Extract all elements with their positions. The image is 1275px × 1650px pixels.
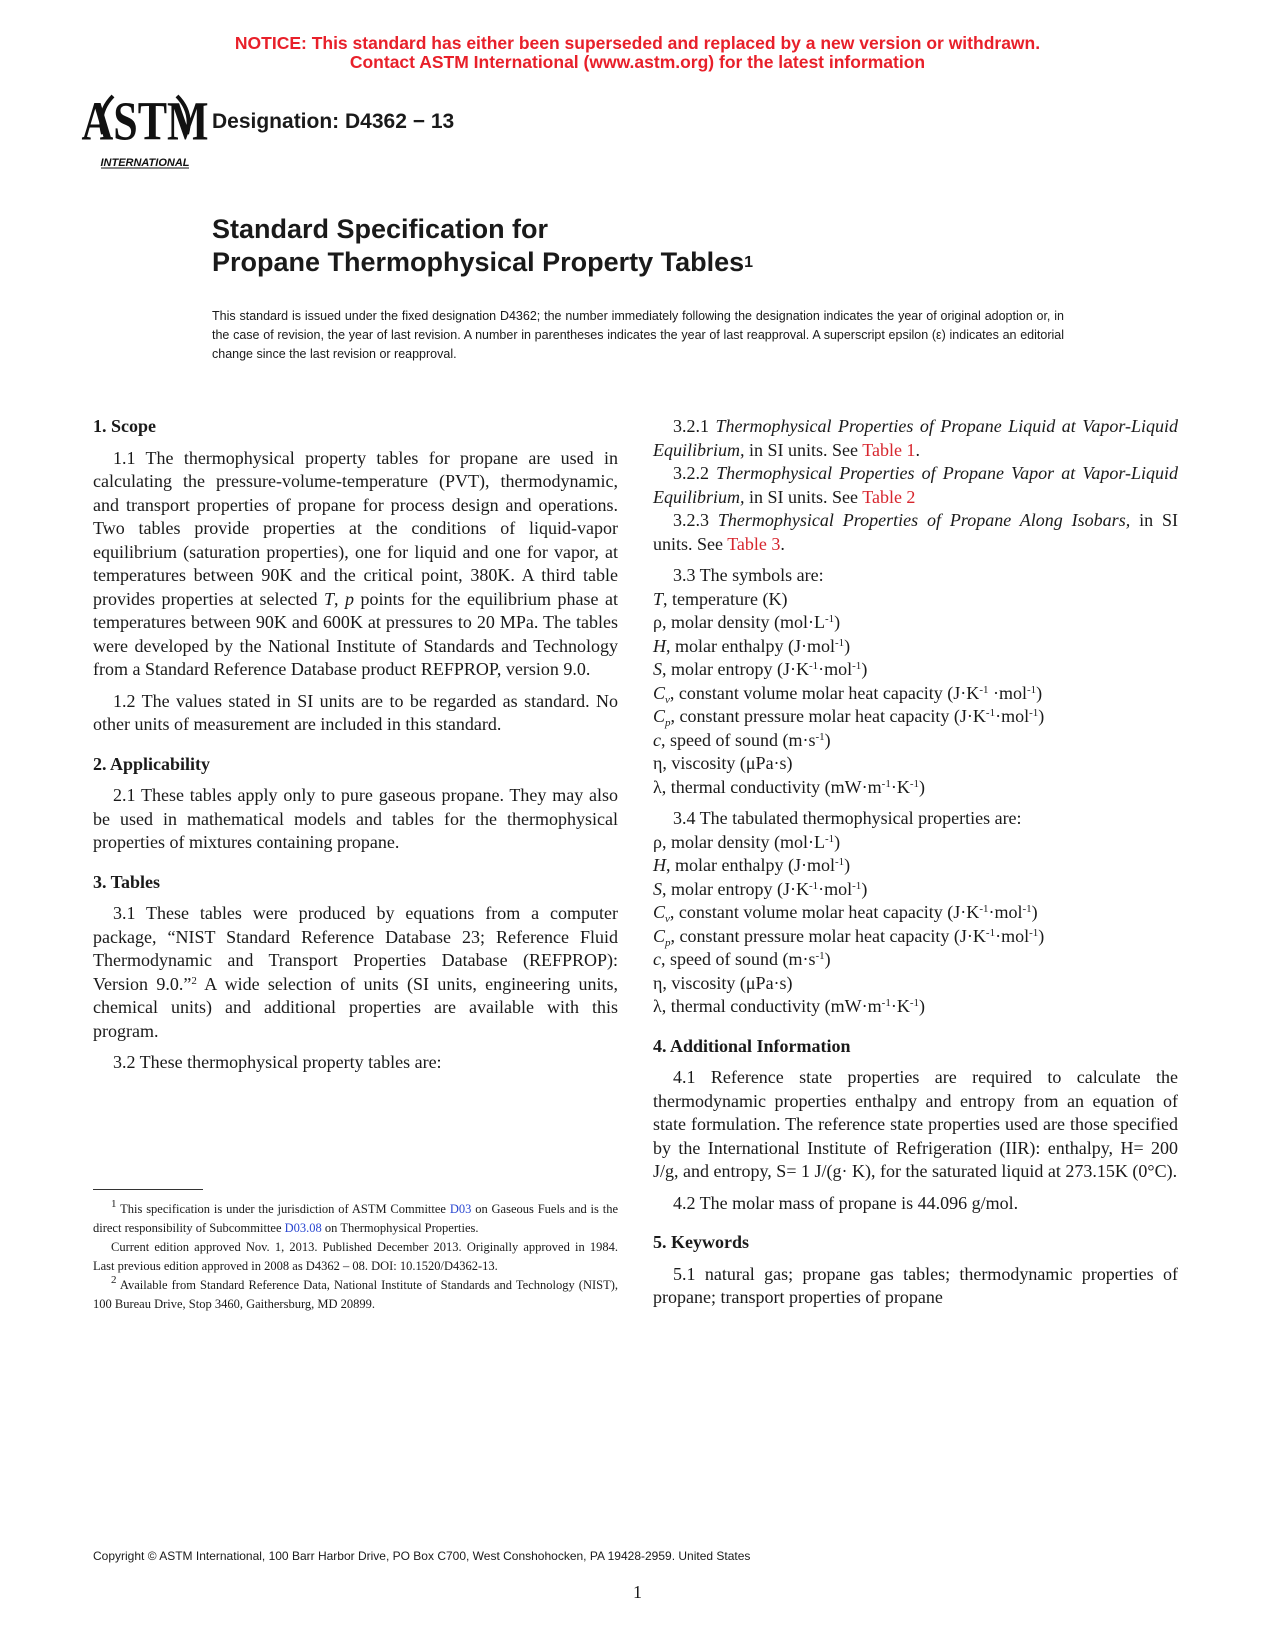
page-number: 1 — [633, 1582, 642, 1602]
table-1-link[interactable]: Table 1 — [862, 439, 916, 460]
logo-international: INTERNATIONAL — [100, 157, 190, 169]
committee-d03-link[interactable]: D03 — [449, 1202, 472, 1216]
symbol-speed-of-sound: c, speed of sound $(m\cdot s^{-1})$ — [653, 729, 831, 750]
footnote-2-ref: 2 — [191, 974, 197, 987]
section-4-heading: 4. Additional Information — [653, 1035, 851, 1056]
symbol-cp: $C_p$, constant pressure molar heat capacity $(J\cdot K^{-1}\cdot mol^{-1})$ — [653, 706, 1045, 729]
title-line-2: Propane Thermophysical Property Tables$^1$ — [212, 247, 754, 277]
logo-wordmark: ASTM — [81, 90, 209, 152]
footnote-1: $^1$ This specification is under the jurisdiction of ASTM Committee D03 on Gaseous Fuels and is the direct responsibility of Subcommittee D03.08 on Thermophysical Properties. — [93, 1198, 618, 1235]
paragraph-4-1: 4.1 Reference state properties are required to calculate the thermodynamic properties enthalpy and entropy from an equation of state formulation. The reference state properties used are those specified by the International Institute of Refrigeration (IIR): enthalpy, H= 200 J/g, and entropy, S= 1 J/(g· K), for the saturated liquid at 273.15K (0°C). — [653, 1067, 1178, 1181]
copyright: Copyright © ASTM International, 100 Barr Harbor Drive, PO Box C700, West Conshohocken, PA 19428-2959. United States — [93, 1549, 751, 1563]
property-viscosity: η, viscosity (μPa·s) — [653, 972, 793, 993]
astm-logo — [81, 82, 209, 178]
paragraph-1-2: 1.2 The values stated in SI units are to be regarded as standard. No other units of measurement are included in this standard. — [93, 690, 618, 734]
paragraph-2-1: 2.1 These tables apply only to pure gaseous propane. They may also be used in mathematical models and tables for the thermophysical properties of mixtures containing propane. — [93, 785, 618, 852]
paragraph-3-2: 3.2 These thermophysical property tables are: — [113, 1052, 442, 1072]
property-enthalpy: H, molar enthalpy (J·mol$^{-1}$) — [653, 855, 851, 875]
table-3-link[interactable]: Table 3 — [727, 533, 781, 554]
footnote-1-edition: Current edition approved Nov. 1, 2013. Published December 2013. Originally approved in 1984. Last previous edition approved in 2008 as D4362 – 08. DOI: 10.1520/D4362-13. — [93, 1240, 618, 1273]
footnote-divider — [93, 1189, 203, 1190]
left-column — [93, 415, 618, 1083]
section-5-heading: 5. Keywords — [653, 1232, 749, 1252]
symbol-cv: $C_v$, constant volume molar heat capacity $(J\cdot K^{-1} \cdot mol^{-1})$ — [653, 682, 1043, 706]
paragraph-3-4: 3.4 The tabulated thermophysical properties are: — [673, 808, 1022, 828]
right-column — [653, 415, 1178, 1318]
symbol-viscosity: η, viscosity (μPa·s) — [653, 753, 793, 773]
paragraph-5-1: 5.1 natural gas; propane gas tables; thermodynamic properties of propane; transport properties of propane — [653, 1263, 1178, 1307]
notice-line-1: NOTICE: This standard has either been superseded and replaced by a new version or withdrawn. — [234, 33, 1041, 53]
section-1-heading: 1. Scope — [93, 416, 156, 436]
property-cv: $C_v$, constant volume molar heat capacity $(J\cdot K^{-1}\cdot mol^{-1})$ — [653, 902, 1038, 925]
issued-note: This standard is issued under the fixed designation D4362; the number immediately following the designation indicates the year of original adoption or, in the case of revision, the year of last revision. A number in parentheses indicates the year of last reapproval. A superscript epsilon (ε) indicates an editorial change since the last revision or reapproval. — [212, 309, 1064, 361]
paragraph-3-1: 3.1 These tables were produced by equations from a computer package, “NIST Standard Reference Database 23; Reference Fluid Thermodynamic and Transport Properties Database (REFPROP): Version 9.0.”$^2$ A wide selection of units (SI units, engineering units, chemical units) and additional properties are available with this program. — [93, 903, 619, 1041]
withdrawal-notice — [0, 34, 1275, 72]
symbol-conductivity: λ, thermal conductivity $(mW\cdot m^{-1}\cdot K^{-1})$ — [653, 776, 926, 797]
title-footnote-ref: 1 — [744, 254, 754, 271]
paragraph-3-3: 3.3 The symbols are: — [673, 565, 824, 585]
document-title — [212, 213, 753, 279]
paragraph-3-2-1: 3.2.1 Thermophysical Properties of Propane Liquid at Vapor-Liquid Equilibrium, in SI units. See Table 1. — [653, 416, 1178, 460]
subcommittee-d03-08-link[interactable]: D03.08 — [284, 1221, 322, 1235]
title-line-1: Standard Specification for — [212, 214, 549, 244]
symbol-entropy: S, molar entropy $(J\cdot K^{-1}\cdot mol^{-1})$ — [653, 659, 868, 679]
notice-line-2: Contact ASTM International (www.astm.org) for the latest information — [349, 52, 926, 72]
symbol-enthalpy: H, molar enthalpy (J·mol$^{-1}$) — [653, 635, 851, 656]
designation: Designation: D4362 − 13 — [212, 110, 455, 133]
footnotes — [93, 1200, 618, 1314]
paragraph-3-2-3: 3.2.3 Thermophysical Properties of Propane Along Isobars, in SI units. See Table 3. — [653, 510, 1179, 554]
section-2-heading: 2. Applicability — [93, 753, 211, 774]
table-2-link[interactable]: Table 2 — [862, 486, 916, 507]
property-entropy: S, molar entropy $(J\cdot K^{-1}\cdot mol^{-1})$ — [653, 878, 868, 899]
footnote-2: $^2$ Available from Standard Reference Data, National Institute of Standards and Technology (NIST), 100 Bureau Drive, Stop 3460, Gaithersburg, MD 20899. — [93, 1274, 619, 1311]
paragraph-3-2-2: 3.2.2 Thermophysical Properties of Propane Vapor at Vapor-Liquid Equilibrium, in SI units. See Table 2 — [653, 463, 1179, 507]
symbol-density: ρ, molar density $(mol\cdot L^{-1})$ — [653, 612, 841, 632]
property-cp: $C_p$, constant pressure molar heat capacity $(J\cdot K^{-1}\cdot mol^{-1})$ — [653, 925, 1045, 949]
section-3-heading: 3. Tables — [93, 871, 161, 892]
paragraph-4-2: 4.2 The molar mass of propane is 44.096 g/mol. — [673, 1192, 1019, 1213]
property-conductivity: λ, thermal conductivity $(mW\cdot m^{-1}\cdot K^{-1})$ — [653, 996, 926, 1016]
property-density: ρ, molar density $(mol\cdot L^{-1})$ — [653, 831, 841, 852]
property-speed-of-sound: c, speed of sound $(m\cdot s^{-1})$ — [653, 949, 831, 969]
paragraph-1-1: 1.1 The thermophysical property tables for propane are used in calculating the pressure-volume-temperature (PVT), thermodynamic, and transport properties of propane for process design and operations. Two tables provide properties at the conditions of liquid-vapor equilibrium (saturation properties), one for liquid and one for vapor, at temperatures between 90K and the critical point, 380K. A third table provides properties at selected T, p points for the equilibrium phase at temperatures between 90K and 600K at pressures to 20 MPa. The tables were developed by the National Institute of Standards and Technology from a Standard Reference Database product REFPROP, version 9.0. — [93, 447, 619, 679]
symbol-temperature: T, temperature (K) — [653, 588, 788, 609]
